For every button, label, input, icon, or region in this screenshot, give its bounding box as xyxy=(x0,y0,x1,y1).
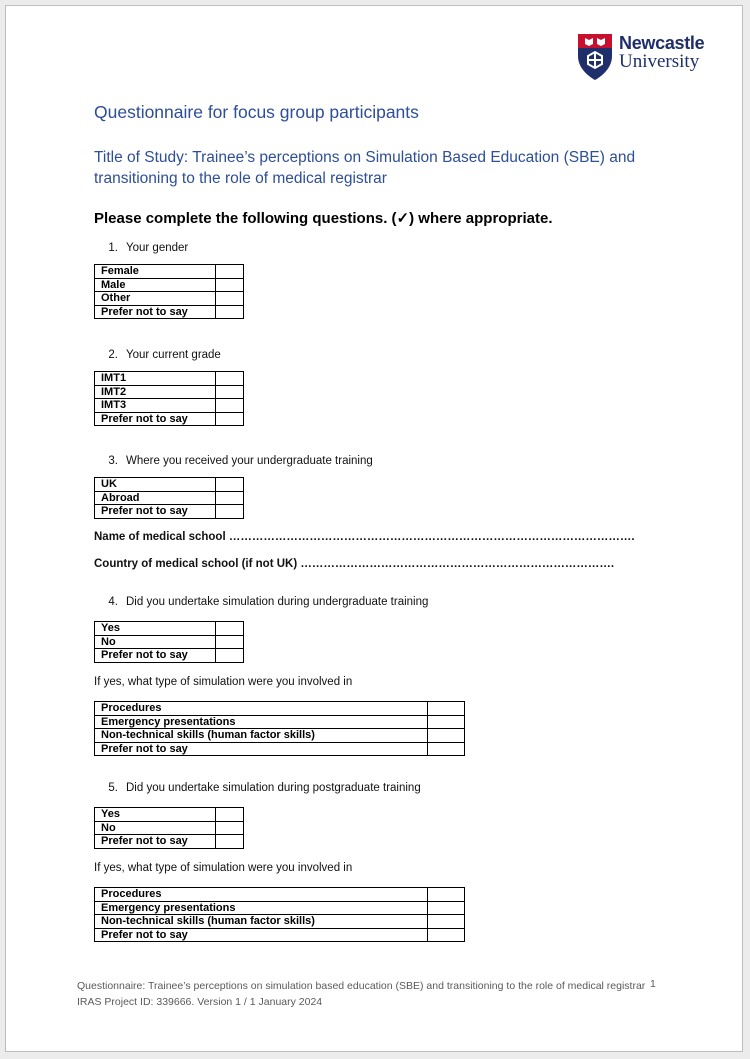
checkbox-cell[interactable] xyxy=(428,915,465,929)
ug-simulation-types-table xyxy=(94,701,465,756)
option-label: Female xyxy=(95,265,216,279)
option-label: Emergency presentations xyxy=(95,715,428,729)
pg-followup-question: If yes, what type of simulation were you involved in xyxy=(94,862,353,874)
gender-options-table xyxy=(94,264,244,319)
option-label: Yes xyxy=(95,622,216,636)
logo-line-2: University xyxy=(619,51,700,72)
checkbox-cell[interactable] xyxy=(428,702,465,716)
question-text: Your gender xyxy=(126,242,189,254)
checkbox-cell[interactable] xyxy=(216,385,244,399)
study-title: Title of Study: Trainee’s perceptions on Simulation Based Education (SBE) and transitioning to the role of medical registrar xyxy=(94,149,636,187)
university-crest-icon xyxy=(576,32,614,82)
option-label: Emergency presentations xyxy=(95,901,428,915)
training-location-table xyxy=(94,477,244,519)
checkbox-cell[interactable] xyxy=(216,491,244,505)
question-number: 3. xyxy=(108,455,118,467)
option-label: Prefer not to say xyxy=(95,928,428,942)
option-label: Procedures xyxy=(95,888,428,902)
checkbox-cell[interactable] xyxy=(216,399,244,413)
checkbox-cell[interactable] xyxy=(428,742,465,756)
newcastle-university-logo xyxy=(576,32,726,84)
option-label: Abroad xyxy=(95,491,216,505)
option-label: Other xyxy=(95,292,216,306)
option-label: IMT3 xyxy=(95,399,216,413)
option-label: IMT1 xyxy=(95,372,216,386)
document-heading: Questionnaire for focus group participants xyxy=(94,102,419,122)
option-label: IMT2 xyxy=(95,385,216,399)
checkbox-cell[interactable] xyxy=(216,821,244,835)
checkbox-cell[interactable] xyxy=(428,901,465,915)
grade-options-table xyxy=(94,371,244,426)
option-label: Non-technical skills (human factor skills) xyxy=(95,729,428,743)
checkbox-cell[interactable] xyxy=(216,278,244,292)
question-number: 2. xyxy=(108,349,118,361)
country-field[interactable]: Country of medical school (if not UK) ………………………………………………………………………. xyxy=(94,558,615,570)
question-text: Where you received your undergraduate training xyxy=(126,455,373,467)
question-number: 1. xyxy=(108,242,118,254)
option-label: Prefer not to say xyxy=(95,649,216,663)
checkbox-cell[interactable] xyxy=(216,478,244,492)
instructions: Please complete the following questions. (✓) where appropriate. xyxy=(94,210,553,227)
question-3 xyxy=(94,455,373,467)
logo-line-1: Newcastle xyxy=(619,33,705,53)
checkbox-cell[interactable] xyxy=(216,835,244,849)
checkbox-cell[interactable] xyxy=(216,305,244,319)
document-page xyxy=(5,5,743,1052)
checkbox-cell[interactable] xyxy=(216,372,244,386)
pg-simulation-types-table xyxy=(94,887,465,942)
option-label: Prefer not to say xyxy=(95,412,216,426)
checkbox-cell[interactable] xyxy=(216,292,244,306)
footer-line-2: IRAS Project ID: 339666. Version 1 / 1 January 2024 xyxy=(77,996,323,1008)
footer-line-1: Questionnaire: Trainee’s perceptions on simulation based education (SBE) and transitioning to the role of medical registrar xyxy=(77,980,646,992)
option-label: Male xyxy=(95,278,216,292)
option-label: No xyxy=(95,635,216,649)
option-label: No xyxy=(95,821,216,835)
option-label: Prefer not to say xyxy=(95,742,428,756)
option-label: Procedures xyxy=(95,702,428,716)
checkbox-cell[interactable] xyxy=(428,729,465,743)
pg-simulation-table xyxy=(94,807,244,849)
checkbox-cell[interactable] xyxy=(216,635,244,649)
question-number: 5. xyxy=(108,782,118,794)
page-number: 1 xyxy=(650,978,656,990)
checkbox-cell[interactable] xyxy=(216,622,244,636)
ug-followup-question: If yes, what type of simulation were you involved in xyxy=(94,676,353,688)
question-5 xyxy=(94,782,421,794)
question-text: Did you undertake simulation during undergraduate training xyxy=(126,596,429,608)
option-label: Yes xyxy=(95,808,216,822)
checkbox-cell[interactable] xyxy=(216,808,244,822)
checkbox-cell[interactable] xyxy=(216,505,244,519)
option-label: Prefer not to say xyxy=(95,835,216,849)
question-text: Your current grade xyxy=(126,349,221,361)
option-label: Prefer not to say xyxy=(95,505,216,519)
checkbox-cell[interactable] xyxy=(216,412,244,426)
ug-simulation-table xyxy=(94,621,244,663)
question-4 xyxy=(94,596,428,608)
question-2 xyxy=(94,349,221,361)
question-1 xyxy=(94,242,188,254)
option-label: Non-technical skills (human factor skills) xyxy=(95,915,428,929)
option-label: Prefer not to say xyxy=(95,305,216,319)
question-number: 4. xyxy=(108,596,118,608)
question-text: Did you undertake simulation during postgraduate training xyxy=(126,782,421,794)
checkbox-cell[interactable] xyxy=(428,928,465,942)
checkbox-cell[interactable] xyxy=(216,649,244,663)
medical-school-field[interactable]: Name of medical school ……………………………………………………………………………………………. xyxy=(94,531,635,543)
checkbox-cell[interactable] xyxy=(428,715,465,729)
page-footer xyxy=(77,978,645,1010)
option-label: UK xyxy=(95,478,216,492)
checkbox-cell[interactable] xyxy=(428,888,465,902)
checkbox-cell[interactable] xyxy=(216,265,244,279)
